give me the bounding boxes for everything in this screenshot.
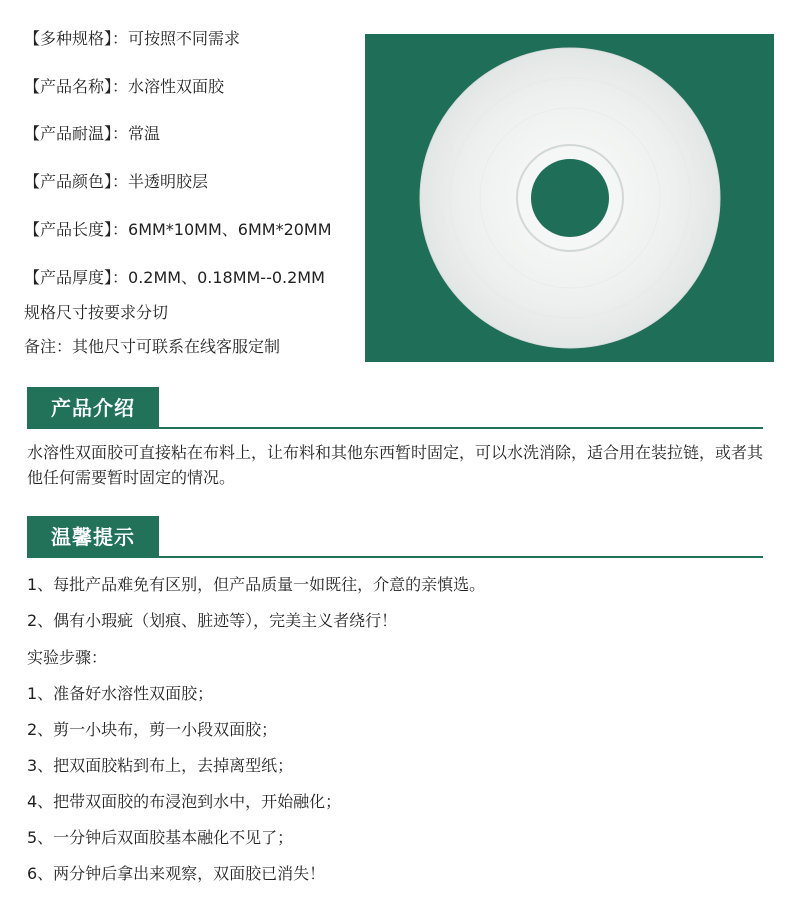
spec-line-thickness — [24, 267, 325, 289]
experiment-steps-heading: 实验步骤： — [27, 648, 108, 667]
spec-line-variants — [24, 28, 240, 50]
spec-label: 【产品名称】： — [24, 77, 129, 96]
experiment-step: 5、一分钟后双面胶基本融化不见了； — [27, 828, 294, 847]
spec-label: 【产品长度】： — [24, 220, 129, 239]
spec-line-length — [24, 219, 332, 241]
remark: 备注：其他尺寸可联系在线客服定制 — [24, 337, 281, 356]
tip-item: 1、每批产品难免有区别，但产品质量一如既往，介意的亲慎选。 — [27, 575, 486, 594]
experiment-step: 3、把双面胶粘到布上，去掉离型纸； — [27, 756, 294, 775]
spec-label: 【产品厚度】： — [24, 268, 129, 287]
spec-line-temperature — [24, 123, 160, 145]
product-image — [365, 34, 774, 362]
spec-label: 【产品耐温】： — [24, 124, 129, 143]
spec-value: 水溶性双面胶 — [128, 77, 225, 96]
spec-value: 半透明胶层 — [128, 172, 209, 191]
spec-value: 6MM*10MM、6MM*20MM — [128, 220, 332, 239]
spec-note: 规格尺寸按要求分切 — [24, 303, 169, 322]
spec-label: 【多种规格】： — [24, 29, 129, 48]
intro-text: 水溶性双面胶可直接粘在布料上，让布料和其他东西暂时固定，可以水洗消除，适合用在装拉链，或者其他任何需要暂时固定的情况。 — [27, 443, 764, 487]
intro-section-title: 产品介绍 — [27, 387, 159, 429]
spec-label: 【产品颜色】： — [24, 172, 129, 191]
experiment-step: 1、准备好水溶性双面胶； — [27, 684, 214, 703]
spec-value: 可按照不同需求 — [128, 29, 241, 48]
tape-roll-illustration — [365, 34, 774, 362]
experiment-step: 2、剪一小块布，剪一小段双面胶； — [27, 720, 278, 739]
experiment-step: 4、把带双面胶的布浸泡到水中，开始融化； — [27, 792, 342, 811]
intro-section-divider — [27, 427, 763, 429]
tip-item: 2、偶有小瑕疵（划痕、脏迹等），完美主义者绕行！ — [27, 611, 398, 630]
spec-value: 0.2MM、0.18MM--0.2MM — [128, 268, 325, 287]
tape-core-hole — [531, 159, 609, 237]
spec-line-color — [24, 171, 208, 193]
spec-line-name — [24, 76, 224, 98]
spec-value: 常温 — [128, 124, 161, 143]
tips-section-title: 温馨提示 — [27, 516, 159, 558]
experiment-step: 6、两分钟后拿出来观察，双面胶已消失！ — [27, 864, 326, 883]
tips-section-divider — [27, 556, 763, 558]
